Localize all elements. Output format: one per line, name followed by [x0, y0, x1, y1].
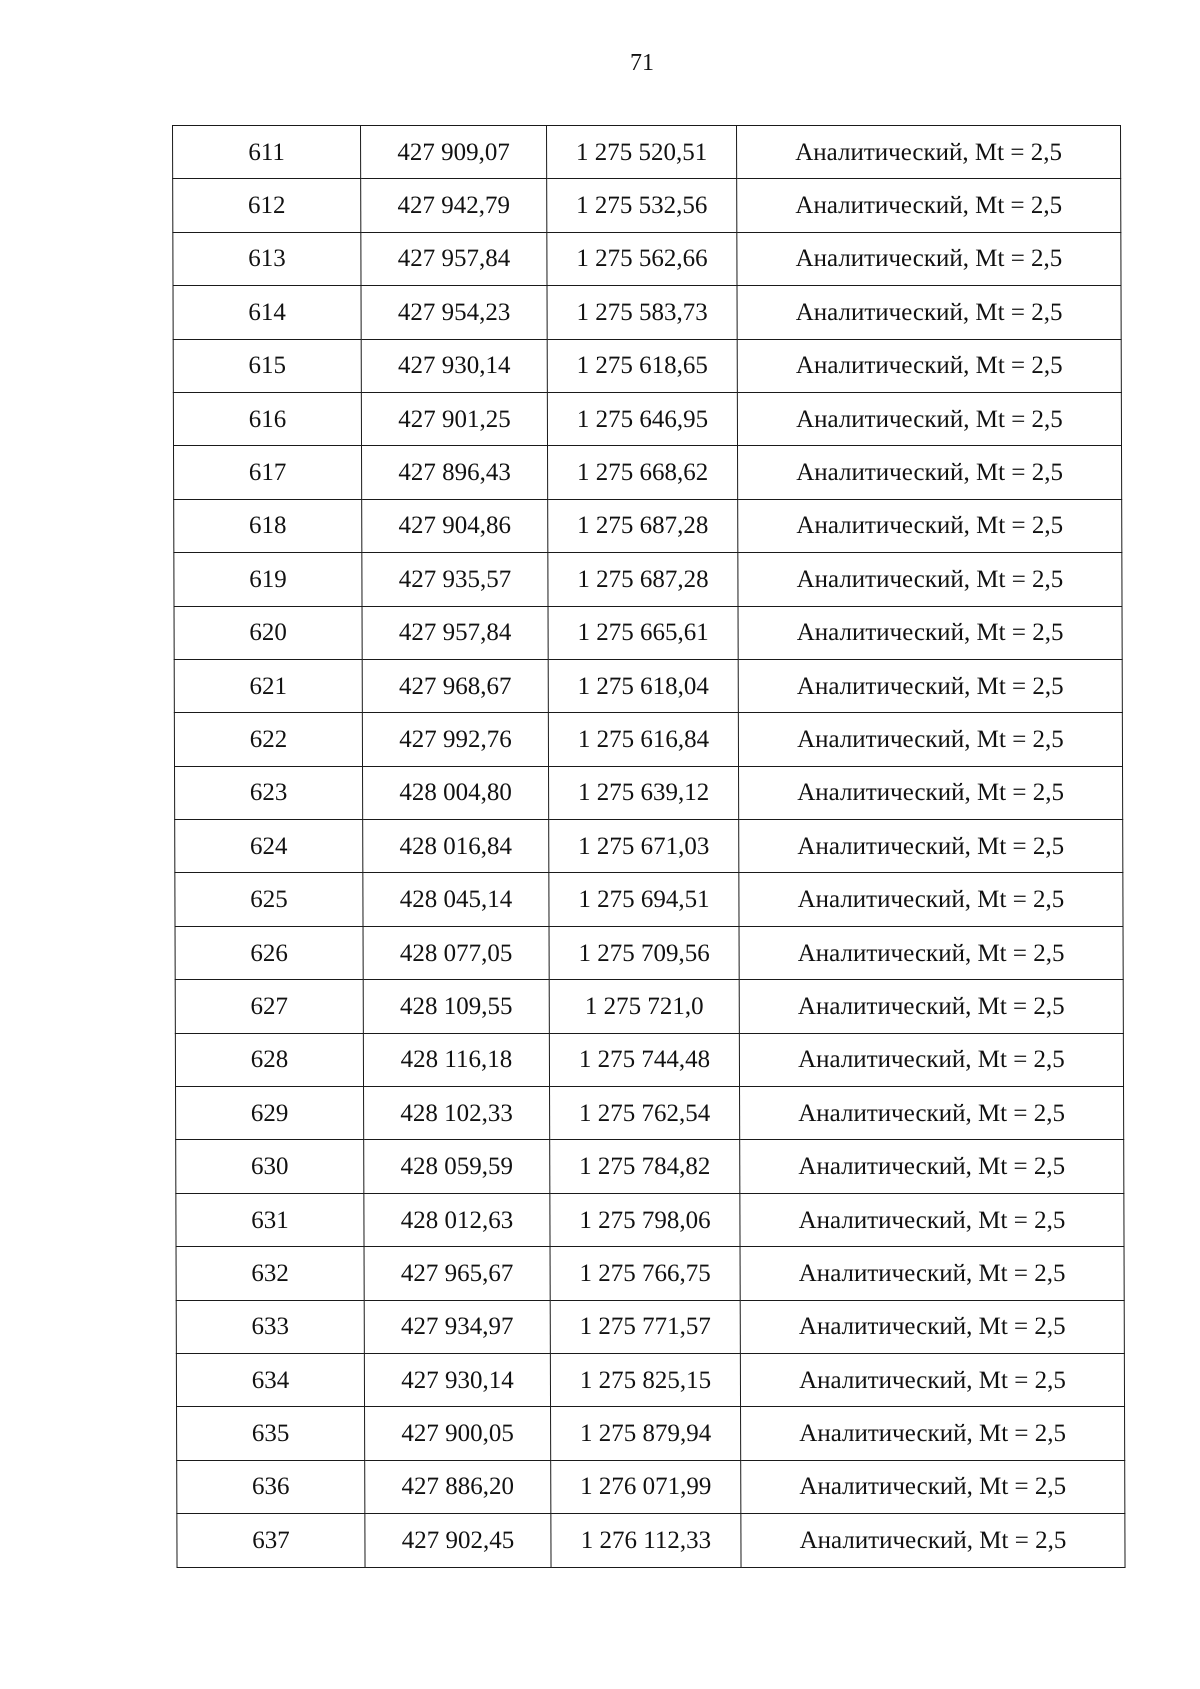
point-number-cell: 628	[175, 1033, 363, 1086]
table-row	[176, 1087, 1124, 1140]
page-number: 71	[630, 50, 654, 76]
method-cell: Аналитический, Mt = 2,5	[740, 1193, 1124, 1246]
point-number-cell: 632	[176, 1247, 364, 1300]
table-row	[174, 659, 1122, 712]
table-row	[174, 606, 1122, 659]
method-cell: Аналитический, Mt = 2,5	[739, 1033, 1123, 1086]
method-cell: Аналитический, Mt = 2,5	[739, 926, 1123, 979]
table-row	[176, 1300, 1124, 1353]
table-row	[175, 926, 1123, 979]
method-cell: Аналитический, Mt = 2,5	[738, 713, 1122, 766]
coordinates-table	[172, 125, 1126, 1568]
x-coordinate-cell: 427 957,84	[362, 606, 548, 659]
point-number-cell: 621	[174, 659, 362, 712]
point-number-cell: 616	[173, 392, 361, 445]
method-cell: Аналитический, Mt = 2,5	[737, 232, 1121, 285]
x-coordinate-cell: 427 886,20	[365, 1460, 551, 1513]
y-coordinate-cell: 1 275 618,65	[547, 339, 737, 392]
x-coordinate-cell: 428 016,84	[363, 820, 549, 873]
y-coordinate-cell: 1 275 694,51	[549, 873, 739, 926]
table-row	[174, 446, 1122, 499]
method-cell: Аналитический, Mt = 2,5	[738, 553, 1122, 606]
method-cell: Аналитический, Mt = 2,5	[738, 606, 1122, 659]
y-coordinate-cell: 1 275 825,15	[550, 1353, 740, 1406]
table-row	[175, 873, 1123, 926]
method-cell: Аналитический, Mt = 2,5	[738, 499, 1122, 552]
point-number-cell: 622	[174, 713, 362, 766]
method-cell: Аналитический, Mt = 2,5	[737, 126, 1121, 179]
point-number-cell: 618	[174, 499, 362, 552]
point-number-cell: 613	[173, 232, 361, 285]
table-row	[176, 1353, 1124, 1406]
method-cell: Аналитический, Mt = 2,5	[741, 1514, 1125, 1567]
point-number-cell: 614	[173, 286, 361, 339]
y-coordinate-cell: 1 275 646,95	[547, 392, 737, 445]
table-row	[176, 1140, 1124, 1193]
y-coordinate-cell: 1 276 071,99	[551, 1460, 741, 1513]
table-row	[173, 126, 1121, 179]
method-cell: Аналитический, Mt = 2,5	[738, 659, 1122, 712]
y-coordinate-cell: 1 275 668,62	[548, 446, 738, 499]
y-coordinate-cell: 1 275 562,66	[547, 232, 737, 285]
y-coordinate-cell: 1 275 721,0	[549, 980, 739, 1033]
method-cell: Аналитический, Mt = 2,5	[739, 820, 1123, 873]
y-coordinate-cell: 1 275 762,54	[550, 1087, 740, 1140]
method-cell: Аналитический, Mt = 2,5	[740, 1300, 1124, 1353]
y-coordinate-cell: 1 275 771,57	[550, 1300, 740, 1353]
point-number-cell: 629	[176, 1087, 364, 1140]
method-cell: Аналитический, Mt = 2,5	[738, 446, 1122, 499]
y-coordinate-cell: 1 275 798,06	[550, 1193, 740, 1246]
point-number-cell: 633	[176, 1300, 364, 1353]
table-row	[175, 820, 1123, 873]
table-row	[176, 1247, 1124, 1300]
table-row	[174, 713, 1122, 766]
x-coordinate-cell: 428 059,59	[364, 1140, 550, 1193]
x-coordinate-cell: 427 902,45	[365, 1514, 551, 1567]
x-coordinate-cell: 428 116,18	[363, 1033, 549, 1086]
point-number-cell: 635	[177, 1407, 365, 1460]
x-coordinate-cell: 427 930,14	[364, 1353, 550, 1406]
point-number-cell: 620	[174, 606, 362, 659]
x-coordinate-cell: 427 909,07	[361, 126, 547, 179]
method-cell: Аналитический, Mt = 2,5	[737, 286, 1121, 339]
method-cell: Аналитический, Mt = 2,5	[740, 1140, 1124, 1193]
method-cell: Аналитический, Mt = 2,5	[739, 980, 1123, 1033]
table-row	[173, 232, 1121, 285]
x-coordinate-cell: 427 901,25	[361, 392, 547, 445]
x-coordinate-cell: 428 004,80	[363, 766, 549, 819]
table-body	[173, 126, 1126, 1568]
method-cell: Аналитический, Mt = 2,5	[740, 1087, 1124, 1140]
table-row	[177, 1514, 1125, 1567]
point-number-cell: 631	[176, 1193, 364, 1246]
y-coordinate-cell: 1 275 766,75	[550, 1247, 740, 1300]
y-coordinate-cell: 1 275 687,28	[548, 553, 738, 606]
point-number-cell: 612	[173, 179, 361, 232]
x-coordinate-cell: 428 102,33	[364, 1087, 550, 1140]
x-coordinate-cell: 427 904,86	[362, 499, 548, 552]
point-number-cell: 630	[176, 1140, 364, 1193]
y-coordinate-cell: 1 275 665,61	[548, 606, 738, 659]
y-coordinate-cell: 1 275 583,73	[547, 286, 737, 339]
y-coordinate-cell: 1 275 687,28	[548, 499, 738, 552]
method-cell: Аналитический, Mt = 2,5	[741, 1460, 1125, 1513]
table-row	[176, 1193, 1124, 1246]
point-number-cell: 611	[173, 126, 361, 179]
method-cell: Аналитический, Mt = 2,5	[737, 179, 1121, 232]
method-cell: Аналитический, Mt = 2,5	[741, 1407, 1125, 1460]
method-cell: Аналитический, Mt = 2,5	[739, 766, 1123, 819]
point-number-cell: 617	[174, 446, 362, 499]
x-coordinate-cell: 427 930,14	[361, 339, 547, 392]
method-cell: Аналитический, Mt = 2,5	[737, 392, 1121, 445]
table-row	[173, 179, 1121, 232]
table-row	[177, 1460, 1125, 1513]
x-coordinate-cell: 427 957,84	[361, 232, 547, 285]
method-cell: Аналитический, Mt = 2,5	[740, 1353, 1124, 1406]
y-coordinate-cell: 1 275 709,56	[549, 926, 739, 979]
y-coordinate-cell: 1 275 616,84	[548, 713, 738, 766]
y-coordinate-cell: 1 275 532,56	[547, 179, 737, 232]
x-coordinate-cell: 427 896,43	[362, 446, 548, 499]
y-coordinate-cell: 1 275 520,51	[547, 126, 737, 179]
x-coordinate-cell: 427 965,67	[364, 1247, 550, 1300]
x-coordinate-cell: 427 934,97	[364, 1300, 550, 1353]
table-row	[175, 766, 1123, 819]
point-number-cell: 637	[177, 1514, 365, 1567]
point-number-cell: 636	[177, 1460, 365, 1513]
table-row	[173, 392, 1121, 445]
point-number-cell: 626	[175, 926, 363, 979]
y-coordinate-cell: 1 275 784,82	[550, 1140, 740, 1193]
table-row	[175, 980, 1123, 1033]
x-coordinate-cell: 427 992,76	[362, 713, 548, 766]
method-cell: Аналитический, Mt = 2,5	[739, 873, 1123, 926]
x-coordinate-cell: 428 045,14	[363, 873, 549, 926]
point-number-cell: 625	[175, 873, 363, 926]
point-number-cell: 615	[173, 339, 361, 392]
table-row	[174, 499, 1122, 552]
x-coordinate-cell: 427 900,05	[365, 1407, 551, 1460]
y-coordinate-cell: 1 275 744,48	[549, 1033, 739, 1086]
method-cell: Аналитический, Mt = 2,5	[737, 339, 1121, 392]
method-cell: Аналитический, Mt = 2,5	[740, 1247, 1124, 1300]
point-number-cell: 627	[175, 980, 363, 1033]
y-coordinate-cell: 1 275 639,12	[549, 766, 739, 819]
x-coordinate-cell: 427 968,67	[362, 659, 548, 712]
x-coordinate-cell: 427 935,57	[362, 553, 548, 606]
table-row	[173, 339, 1121, 392]
x-coordinate-cell: 427 942,79	[361, 179, 547, 232]
point-number-cell: 624	[175, 820, 363, 873]
table-row	[174, 553, 1122, 606]
y-coordinate-cell: 1 275 879,94	[551, 1407, 741, 1460]
y-coordinate-cell: 1 275 671,03	[549, 820, 739, 873]
point-number-cell: 619	[174, 553, 362, 606]
y-coordinate-cell: 1 275 618,04	[548, 659, 738, 712]
y-coordinate-cell: 1 276 112,33	[551, 1514, 741, 1567]
table-row	[173, 286, 1121, 339]
coordinates-table-container	[172, 125, 1120, 1568]
x-coordinate-cell: 428 012,63	[364, 1193, 550, 1246]
point-number-cell: 634	[176, 1353, 364, 1406]
x-coordinate-cell: 427 954,23	[361, 286, 547, 339]
x-coordinate-cell: 428 077,05	[363, 926, 549, 979]
table-row	[175, 1033, 1123, 1086]
table-row	[177, 1407, 1125, 1460]
x-coordinate-cell: 428 109,55	[363, 980, 549, 1033]
point-number-cell: 623	[175, 766, 363, 819]
